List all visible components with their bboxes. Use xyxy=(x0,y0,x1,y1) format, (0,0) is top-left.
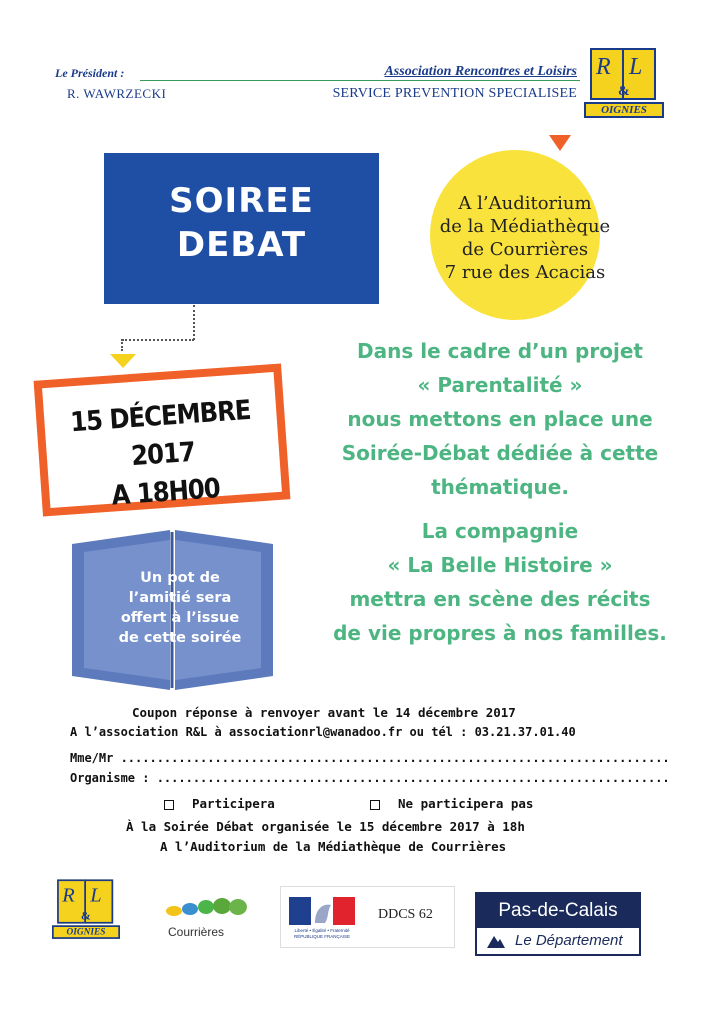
event-date: 15 DÉCEMBRE 2017 xyxy=(69,394,252,473)
pdc-title: Pas-de-Calais xyxy=(477,894,639,928)
courrieres-label: Courrières xyxy=(168,925,225,939)
description-line: « La Belle Histoire » xyxy=(387,553,613,577)
pas-de-calais-logo xyxy=(475,892,641,956)
name-field[interactable]: Mme/Mr ............................................................................ xyxy=(70,751,670,765)
option-not-participate[interactable]: Ne participera pas xyxy=(370,796,533,811)
description-line: Soirée-Débat dédiée à cette xyxy=(341,441,659,465)
ddcs-label: DDCS 62 xyxy=(378,907,433,922)
event-time: A 18H00 xyxy=(110,473,221,512)
venue-line: de Courrières xyxy=(461,239,589,260)
date-box xyxy=(34,364,291,517)
description-line: thématique. xyxy=(431,475,569,499)
description-line: de vie propres à nos familles. xyxy=(333,621,667,645)
description-block xyxy=(300,334,700,650)
rl-logo-top xyxy=(584,44,664,126)
president-name: R. WAWRZECKI xyxy=(67,86,167,101)
dotted-connector xyxy=(193,305,195,340)
coupon-line: A l’association R&L à associationrl@wanadoo.fr ou tél : 03.21.37.01.40 xyxy=(70,725,576,739)
orange-triangle xyxy=(549,135,571,151)
description-line: La compagnie xyxy=(421,519,579,543)
yellow-triangle xyxy=(110,354,136,368)
service-name: SERVICE PREVENTION SPECIALISEE xyxy=(332,86,577,101)
book-text xyxy=(95,568,265,648)
association-name: Association Rencontres et Loisirs xyxy=(384,64,577,79)
coupon-line: A l’Auditorium de la Médiathèque de Courrières xyxy=(160,839,507,854)
president-title: Le Président : xyxy=(55,66,125,80)
logo-town: OIGNIES xyxy=(584,102,664,118)
description-line: Dans le cadre d’un projet xyxy=(357,339,643,363)
event-title-line2: DEBAT xyxy=(176,225,307,265)
logo-letter-r: R xyxy=(596,54,611,80)
description-line: « Parentalité » xyxy=(417,373,583,397)
book-line: l’amitié sera xyxy=(128,590,232,606)
event-title-line1: SOIREE xyxy=(169,181,314,221)
book-line: offert à l’issue xyxy=(120,610,240,626)
checkbox-not-participate[interactable] xyxy=(370,800,380,810)
venue-line: A l’Auditorium xyxy=(458,193,592,214)
coupon-line: Coupon réponse à renvoyer avant le 14 décembre 2017 xyxy=(132,705,516,720)
book-line: Un pot de xyxy=(140,570,220,586)
venue-block xyxy=(390,192,660,284)
header-divider xyxy=(140,80,580,81)
description-line: nous mettons en place une xyxy=(347,407,653,431)
description-line: mettra en scène des récits xyxy=(349,587,651,611)
book-line: de cette soirée xyxy=(118,630,242,646)
venue-line: 7 rue des Acacias xyxy=(444,262,606,283)
dotted-connector xyxy=(122,339,194,341)
logo-ampersand: & xyxy=(618,84,630,99)
logo-letter-l: L xyxy=(90,884,102,907)
checkbox-participate[interactable] xyxy=(164,800,174,810)
departement-icon xyxy=(487,934,505,948)
logo-town: OIGNIES xyxy=(52,925,120,939)
marianne-text: Liberté • Égalité • Fraternité RÉPUBLIQUE FRANÇAISE xyxy=(293,928,350,939)
venue-line: de la Médiathèque xyxy=(439,216,611,237)
logo-letter-r: R xyxy=(62,884,75,907)
event-title-box xyxy=(104,153,379,304)
dotted-connector xyxy=(121,339,123,351)
option-participate[interactable]: Participera xyxy=(164,796,275,811)
coupon-line: À la Soirée Débat organisée le 15 décembre 2017 à 18h xyxy=(126,819,525,834)
organisation-field[interactable]: Organisme : ....................................................................... xyxy=(70,771,670,785)
logo-letter-l: L xyxy=(629,54,643,80)
pdc-subtitle: Le Département xyxy=(515,932,623,949)
rl-logo-bottom xyxy=(52,876,120,946)
logo-ampersand: & xyxy=(80,910,91,923)
